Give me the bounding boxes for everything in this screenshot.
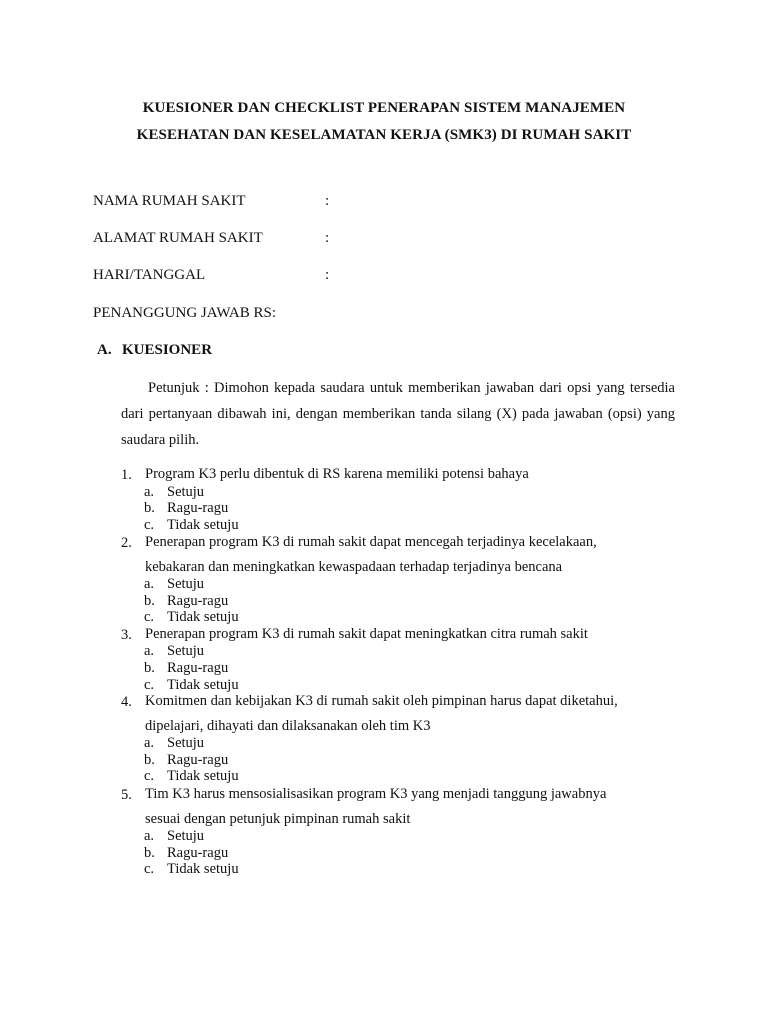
q2-option-b-text: Ragu-ragu	[167, 593, 229, 609]
question-3-line-1: Penerapan program K3 di rumah sakit dapat meningkatkan citra rumah sakit	[145, 626, 588, 642]
q5-option-b-letter: b.	[144, 845, 155, 861]
q1-option-c-letter: c.	[144, 517, 155, 533]
question-2-number: 2.	[121, 535, 132, 551]
q1-option-a-text: Setuju	[167, 484, 205, 500]
q3-option-c-text: Tidak setuju	[167, 677, 239, 693]
q4-option-b-letter: b.	[144, 752, 155, 768]
q1-option-a-letter: a.	[144, 484, 155, 500]
q3-option-a-letter: a.	[144, 643, 155, 659]
q4-option-b-text: Ragu-ragu	[167, 752, 229, 768]
section-letter: A.	[97, 342, 112, 358]
q2-option-b-letter: b.	[144, 593, 155, 609]
section-title: KUESIONER	[122, 342, 213, 358]
q3-option-b-text: Ragu-ragu	[167, 660, 229, 676]
field-label-person-in-charge: PENANGGUNG JAWAB RS:	[93, 305, 276, 321]
q5-option-c-letter: c.	[144, 861, 155, 877]
question-3-number: 3.	[121, 627, 132, 643]
q3-option-b-letter: b.	[144, 660, 155, 676]
question-4-text	[145, 689, 675, 739]
q5-option-a-text: Setuju	[167, 828, 205, 844]
q3-option-c-letter: c.	[144, 677, 155, 693]
question-5-text	[145, 782, 675, 832]
question-2-text	[145, 530, 675, 580]
question-4-line-2: dipelajari, dihayati dan dilaksanakan oleh tim K3	[145, 718, 431, 734]
question-1-line-1: Program K3 perlu dibentuk di RS karena memiliki potensi bahaya	[145, 466, 529, 482]
field-label-day-date: HARI/TANGGAL	[93, 267, 206, 283]
question-1-number: 1.	[121, 467, 132, 483]
q3-option-a-text: Setuju	[167, 643, 205, 659]
q2-option-c-letter: c.	[144, 609, 155, 625]
question-2-line-2: kebakaran dan meningkatkan kewaspadaan terhadap terjadinya bencana	[145, 559, 563, 575]
q4-option-a-text: Setuju	[167, 735, 205, 751]
q4-option-a-letter: a.	[144, 735, 155, 751]
question-1-text	[145, 462, 675, 487]
instructions-text: Petunjuk : Dimohon kepada saudara untuk memberikan jawaban dari opsi yang tersedia dari pertanyaan dibawah ini, dengan memberikan tanda silang (X) pada jawaban (opsi) yang saudara pilih.	[121, 380, 675, 448]
q2-option-c-text: Tidak setuju	[167, 609, 239, 625]
question-5-line-2: sesuai dengan petunjuk pimpinan rumah sakit	[145, 811, 411, 827]
q4-option-c-text: Tidak setuju	[167, 768, 239, 784]
field-label-hospital-name: NAMA RUMAH SAKIT	[93, 193, 246, 209]
q5-option-c-text: Tidak setuju	[167, 861, 239, 877]
field-colon-day-date: :	[325, 267, 330, 283]
q5-option-b-text: Ragu-ragu	[167, 845, 229, 861]
document-title-line-2: KESEHATAN DAN KESELAMATAN KERJA (SMK3) DI RUMAH SAKIT	[136, 127, 632, 143]
question-5-line-1: Tim K3 harus mensosialisasikan program K3 yang menjadi tanggung jawabnya	[145, 786, 607, 802]
field-colon-hospital-address: :	[325, 230, 330, 246]
question-4-line-1: Komitmen dan kebijakan K3 di rumah sakit oleh pimpinan harus dapat diketahui,	[145, 693, 618, 709]
field-label-hospital-address: ALAMAT RUMAH SAKIT	[93, 230, 263, 246]
q1-option-b-text: Ragu-ragu	[167, 500, 229, 516]
section-heading	[97, 342, 212, 359]
q1-option-c-text: Tidak setuju	[167, 517, 239, 533]
q2-option-a-letter: a.	[144, 576, 155, 592]
q4-option-c-letter: c.	[144, 768, 155, 784]
q5-option-a-letter: a.	[144, 828, 155, 844]
q2-option-a-text: Setuju	[167, 576, 205, 592]
question-5-number: 5.	[121, 787, 132, 803]
question-4-number: 4.	[121, 694, 132, 710]
field-colon-hospital-name: :	[325, 193, 330, 209]
question-2-line-1: Penerapan program K3 di rumah sakit dapat mencegah terjadinya kecelakaan,	[145, 534, 597, 550]
document-title-line-1: KUESIONER DAN CHECKLIST PENERAPAN SISTEM MANAJEMEN	[142, 100, 626, 116]
question-3-text	[145, 622, 675, 647]
q1-option-b-letter: b.	[144, 500, 155, 516]
instructions-paragraph	[121, 375, 675, 453]
